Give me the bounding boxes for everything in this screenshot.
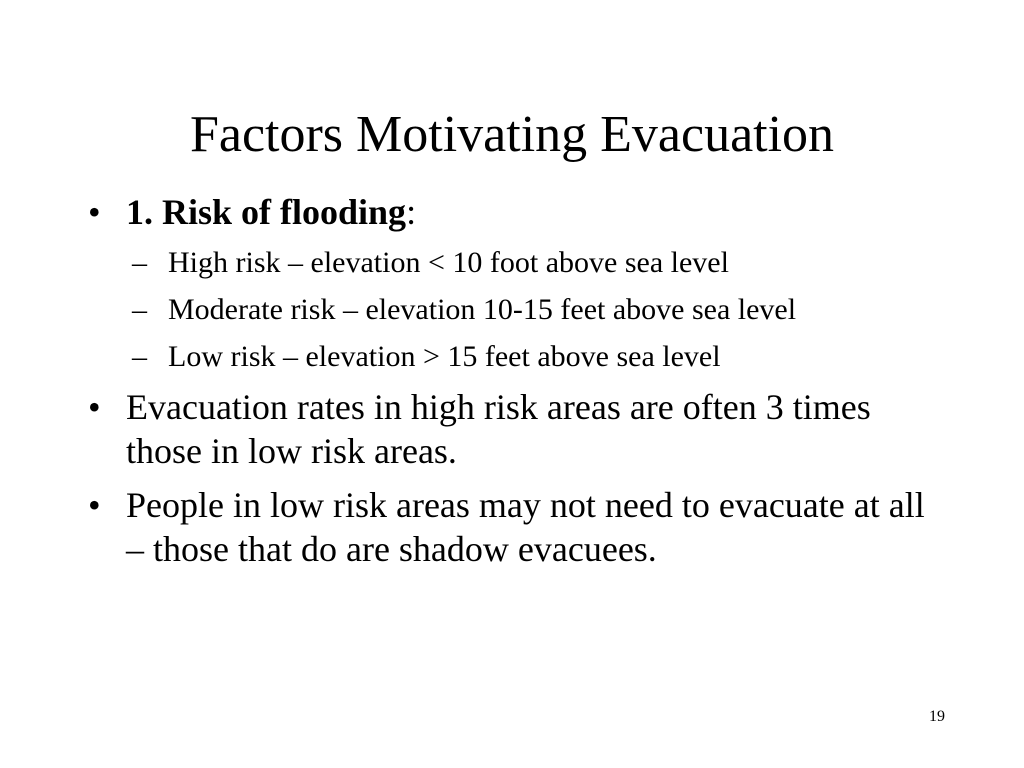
bullet-evacuation-rates — [88, 385, 948, 473]
sub-bullet-marker: – — [132, 246, 147, 279]
sub-bullet-marker: – — [132, 293, 147, 326]
page-number: 19 — [929, 708, 945, 725]
slide-body — [88, 190, 948, 581]
sub-bullet-text: Moderate risk – elevation 10-15 feet above sea level — [168, 293, 797, 326]
sub-bullet-text: Low risk – elevation > 15 feet above sea level — [168, 340, 721, 373]
sub-bullet-moderate-risk — [132, 291, 948, 328]
sub-bullet-low-risk — [132, 338, 948, 375]
bullet-lead: 1. Risk of flooding — [126, 192, 407, 232]
sub-bullet-high-risk — [132, 244, 948, 281]
sub-bullet-text: High risk – elevation < 10 foot above sea level — [168, 246, 729, 279]
bullet-marker: • — [88, 387, 101, 427]
bullet-lead-suffix: : — [406, 192, 417, 232]
sub-bullet-list — [132, 244, 948, 375]
bullet-text: People in low risk areas may not need to evacuate at all – those that do are shadow evacuees. — [126, 485, 925, 569]
bullet-marker: • — [88, 192, 101, 232]
bullet-text: Evacuation rates in high risk areas are often 3 times those in low risk areas. — [126, 387, 871, 471]
bullet-risk-of-flooding — [88, 190, 948, 234]
sub-bullet-marker: – — [132, 340, 147, 373]
slide-title: Factors Motivating Evacuation — [189, 106, 835, 163]
bullet-marker: • — [88, 485, 101, 525]
bullet-shadow-evacuees — [88, 483, 948, 571]
